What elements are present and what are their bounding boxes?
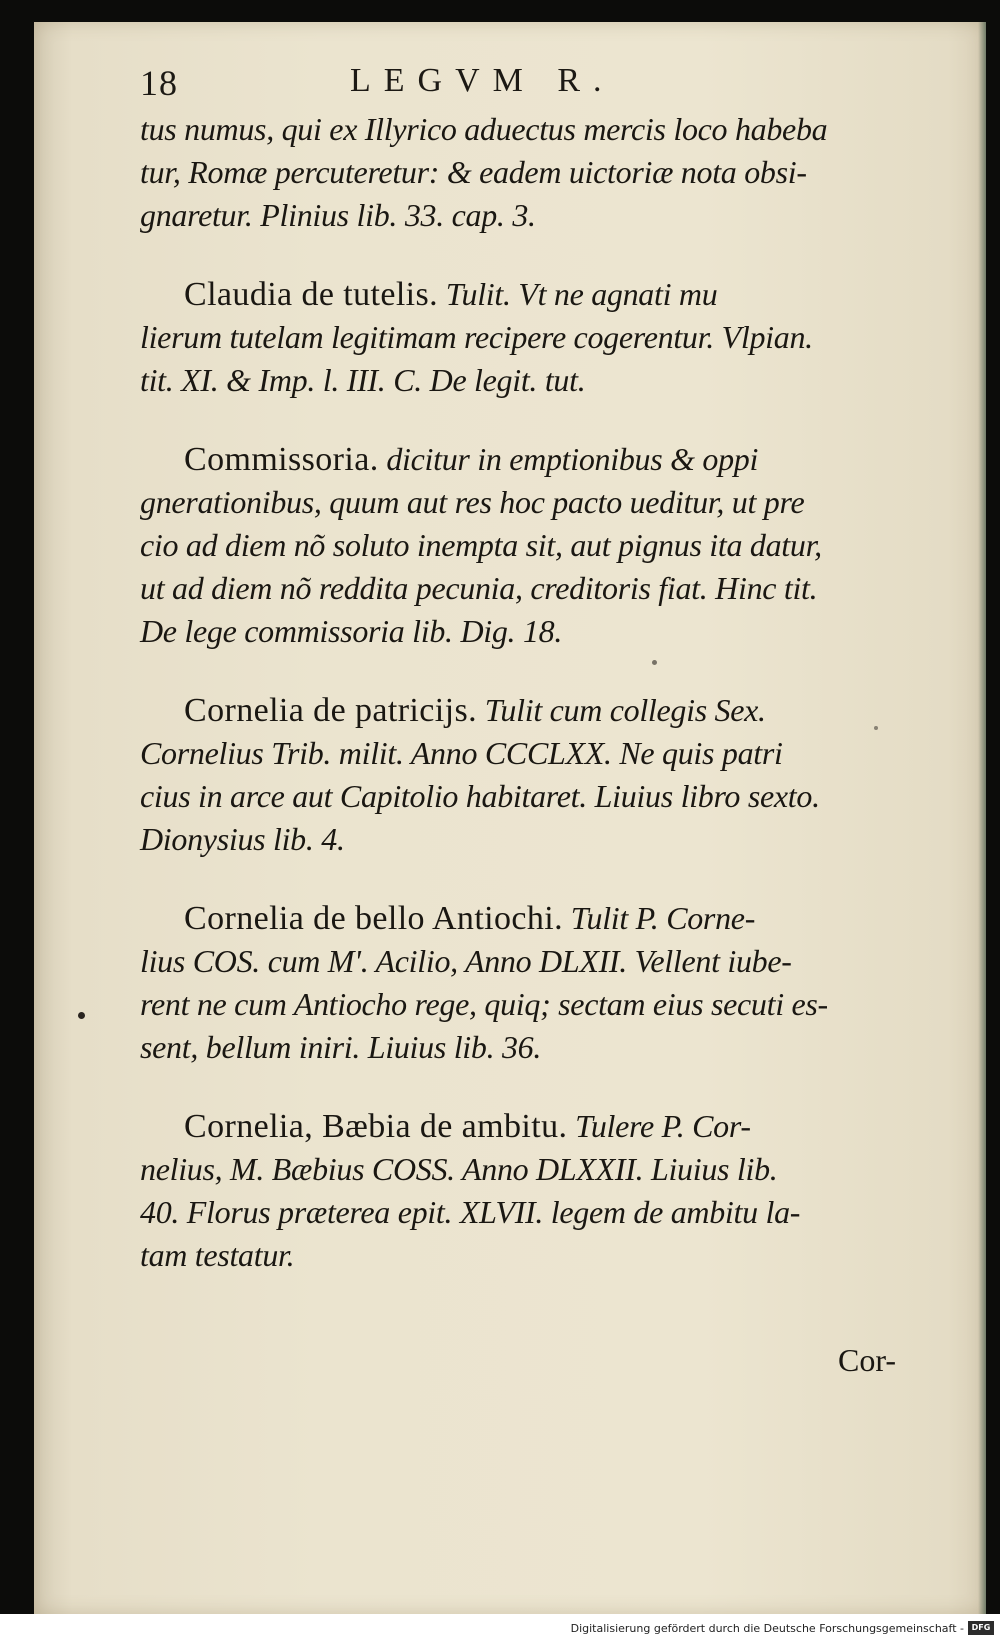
entry-lead-text: dicitur in emptionibus & oppi [386, 441, 759, 477]
text-line: gnaretur. Plinius lib. 33. cap. 3. [140, 197, 536, 233]
text-line: cio ad diem nõ soluto inempta sit, aut pignus ita datur, [140, 527, 822, 563]
entry-first-line [140, 897, 852, 940]
entry-claudia-de-tutelis [140, 273, 852, 402]
entry-lead-text: Tulere P. Cor- [575, 1108, 751, 1144]
text-line: tam testatur. [140, 1237, 295, 1273]
paper-speck [874, 726, 878, 730]
entry-commissoria [140, 438, 852, 653]
entry-cornelia-baebia-de-ambitu [140, 1105, 852, 1277]
entry-lead-text: Tulit. Vt ne agnati mu [445, 276, 718, 312]
text-line: tur, Romæ percuteretur: & eadem uictoriæ nota obsi- [140, 154, 807, 190]
footer-credit: Digitalisierung gefördert durch die Deutsche Forschungsgemeinschaft - [570, 1622, 964, 1635]
entry-lemma: Cornelia de bello Antiochi. [184, 900, 564, 937]
text-line: Cornelius Trib. milit. Anno CCCLXX. Ne quis patri [140, 735, 783, 771]
text-line: lius COS. cum M'. Acilio, Anno DLXII. Vellent iube- [140, 943, 792, 979]
text-line: tit. XI. & Imp. l. III. C. De legit. tut. [140, 362, 586, 398]
paper-speck [78, 1012, 85, 1019]
text-line: tus numus, qui ex Illyrico aduectus mercis loco habeba [140, 111, 828, 147]
entry-first-line [140, 273, 852, 316]
page-number: 18 [140, 63, 178, 103]
entry-first-line [140, 1105, 852, 1148]
entry-lead-text: Tulit cum collegis Sex. [484, 692, 766, 728]
entry-lemma: Commissoria. [184, 441, 379, 478]
page-edge-shadow [978, 22, 986, 1614]
paper-speck [652, 660, 657, 665]
text-line: lierum tutelam legitimam recipere cogerentur. Vlpian. [140, 319, 813, 355]
entry-first-line [140, 438, 852, 481]
entry-lemma: Claudia de tutelis. [184, 276, 439, 313]
text-line: De lege commissoria lib. Dig. 18. [140, 613, 563, 649]
entry-cornelia-de-bello-antiochi [140, 897, 852, 1069]
text-line: 40. Florus præterea epit. XLVII. legem de ambitu la- [140, 1194, 801, 1230]
text-line: Dionysius lib. 4. [140, 821, 345, 857]
entry-lemma: Cornelia de patricijs. [184, 692, 477, 729]
entry-first-line [140, 689, 852, 732]
entry-continuation [140, 108, 852, 237]
entry-cornelia-de-patriciis [140, 689, 852, 861]
catchword: Cor- [837, 1342, 896, 1378]
entry-lemma: Cornelia, Bæbia de ambitu. [184, 1108, 568, 1145]
text-line: cius in arce aut Capitolio habitaret. Liuius libro sexto. [140, 778, 820, 814]
text-line: nelius, M. Bæbius COSS. Anno DLXXII. Liuius lib. [140, 1151, 778, 1187]
dfg-logo-icon: DFG [968, 1621, 994, 1635]
running-head: LEGVM R. [350, 62, 615, 99]
text-line: rent ne cum Antiocho rege, quiq; sectam eius secuti es- [140, 986, 828, 1022]
text-line: gnerationibus, quum aut res hoc pacto ueditur, ut pre [140, 484, 805, 520]
text-line: sent, bellum iniri. Liuius lib. 36. [140, 1029, 542, 1065]
footer-bar [0, 1614, 1000, 1644]
entry-lead-text: Tulit P. Corne- [570, 900, 756, 936]
page-header [140, 62, 700, 112]
text-line: ut ad diem nõ reddita pecunia, creditoris fiat. Hinc tit. [140, 570, 818, 606]
text-block [140, 108, 852, 1277]
